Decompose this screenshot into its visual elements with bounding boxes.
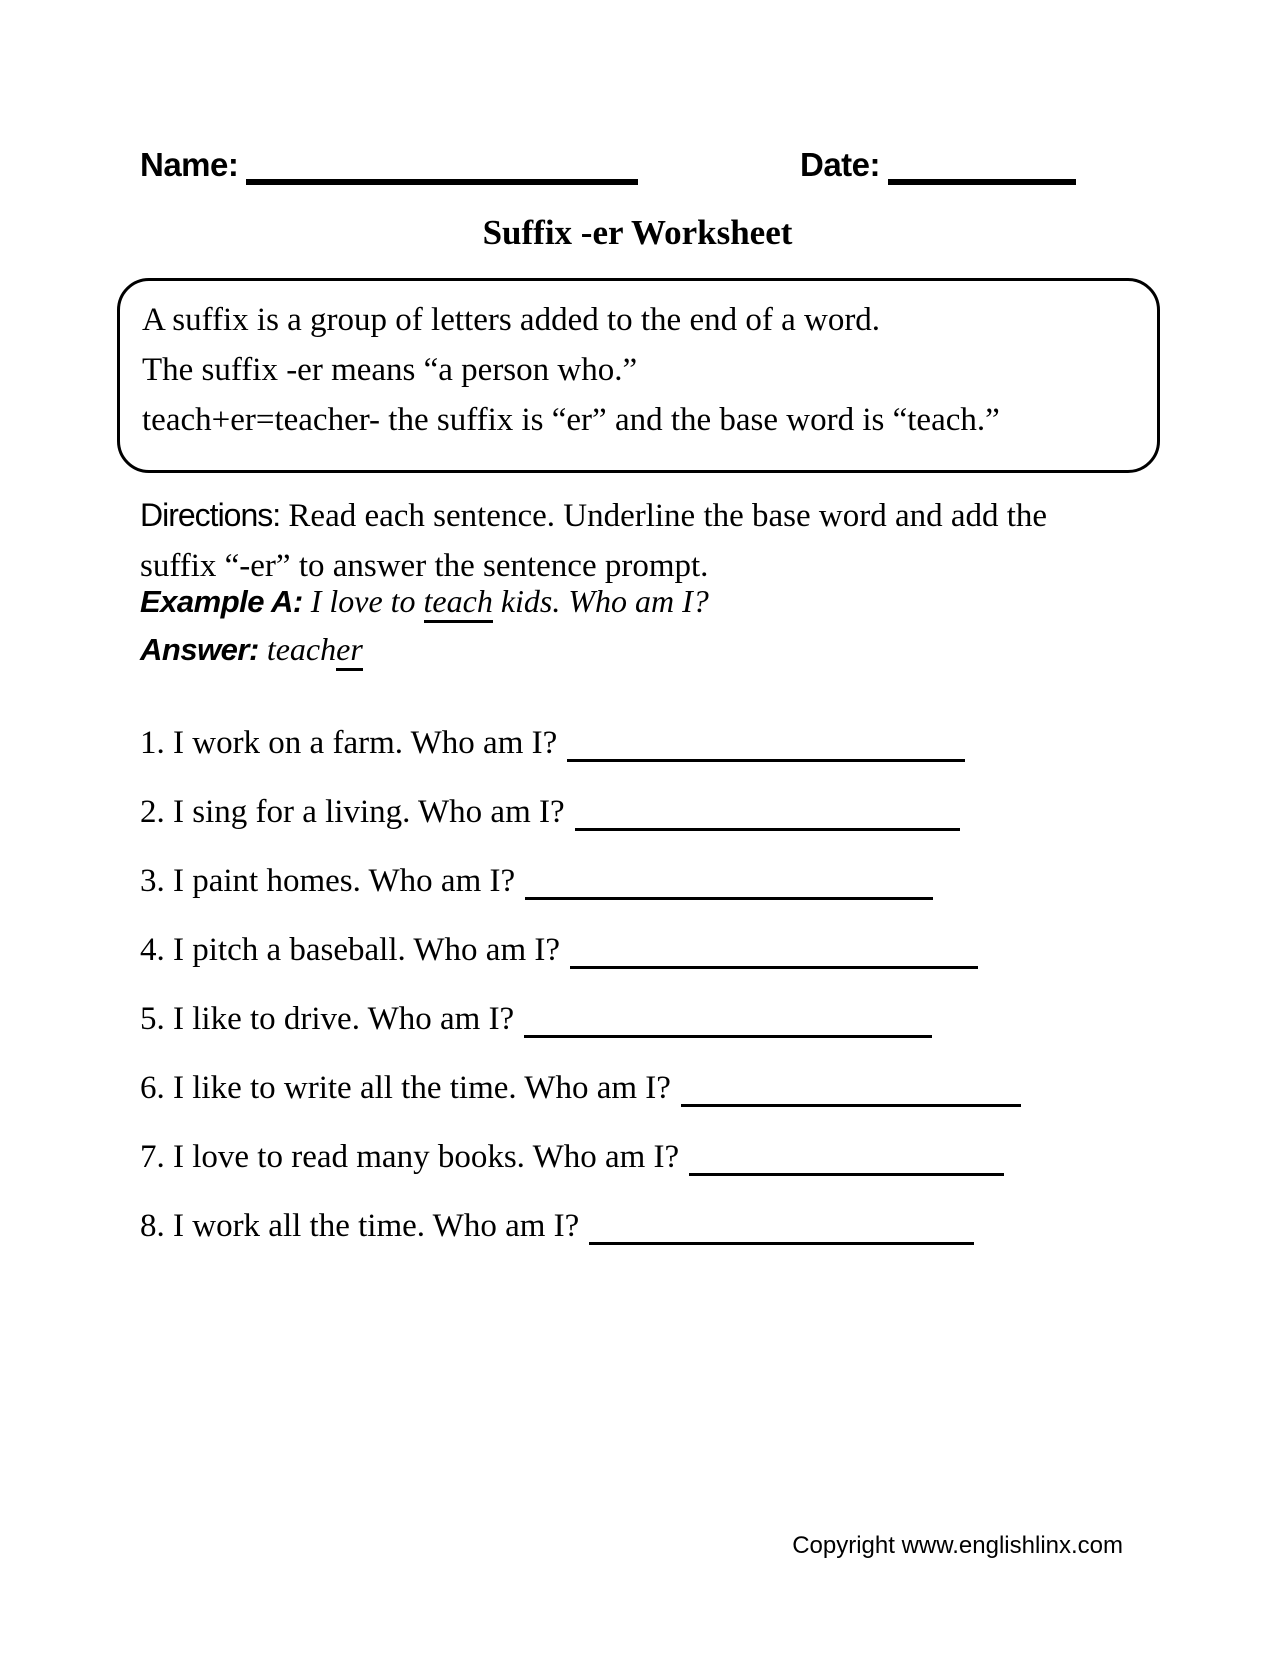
answer-blank-line — [525, 897, 933, 900]
question-text: I paint homes. Who am I? — [173, 863, 516, 899]
question-item-6 — [140, 1067, 1175, 1109]
answer-label: Answer: — [140, 632, 259, 667]
name-label: Name: — [140, 146, 239, 183]
question-number: 6. — [140, 1070, 165, 1106]
question-item-4 — [140, 929, 1175, 971]
suffix-definition-box — [117, 278, 1160, 473]
answer-blank-line — [570, 966, 978, 969]
answer-blank-line — [589, 1242, 974, 1245]
example-a-underlined-word: teach — [424, 583, 493, 623]
example-a-line — [140, 583, 709, 620]
directions-label: Directions: — [140, 497, 281, 533]
question-number: 2. — [140, 794, 165, 830]
question-number: 3. — [140, 863, 165, 899]
question-number: 7. — [140, 1139, 165, 1175]
answer-blank-line — [524, 1035, 932, 1038]
question-text: I like to drive. Who am I? — [173, 1001, 515, 1037]
definition-line-3: teach+er=teacher- the suffix is “er” and the base word is “teach.” — [142, 402, 1000, 438]
answer-word-base: teach — [266, 631, 337, 667]
question-item-5 — [140, 998, 1175, 1040]
definition-line-2: The suffix -er means “a person who.” — [142, 352, 638, 388]
date-blank-line — [888, 179, 1076, 185]
answer-word-suffix: er — [336, 631, 363, 671]
question-text: I like to write all the time. Who am I? — [173, 1070, 671, 1106]
example-a-label: Example A: — [140, 584, 303, 619]
example-a-text-pre: I love to — [310, 583, 424, 619]
question-item-3 — [140, 860, 1175, 902]
answer-blank-line — [575, 828, 960, 831]
question-number: 4. — [140, 932, 165, 968]
copyright-text: Copyright www.englishlinx.com — [792, 1532, 1123, 1559]
date-label: Date: — [800, 146, 881, 183]
worksheet-title: Suffix -er Worksheet — [482, 213, 793, 252]
answer-blank-line — [689, 1173, 1004, 1176]
example-a-text-post: kids. Who am I? — [492, 583, 709, 619]
question-list — [140, 722, 1175, 1274]
answer-line — [140, 631, 363, 668]
answer-blank-line — [681, 1104, 1021, 1107]
question-item-8 — [140, 1205, 1175, 1247]
name-field-group — [140, 146, 638, 185]
answer-blank-line — [567, 759, 965, 762]
directions-text: Read each sentence. Underline the base word and add the suffix “-er” to answer the sentence prompt. — [140, 498, 1048, 584]
question-item-1 — [140, 722, 1175, 764]
question-text: I work all the time. Who am I? — [173, 1208, 580, 1244]
definition-line-1: A suffix is a group of letters added to the end of a word. — [142, 302, 881, 338]
question-item-7 — [140, 1136, 1175, 1178]
question-number: 8. — [140, 1208, 165, 1244]
question-text: I sing for a living. Who am I? — [173, 794, 565, 830]
name-blank-line — [246, 179, 638, 185]
date-field-group — [800, 146, 1076, 185]
header-row — [0, 146, 1275, 196]
directions-paragraph — [140, 490, 1055, 591]
question-item-2 — [140, 791, 1175, 833]
question-text: I love to read many books. Who am I? — [173, 1139, 680, 1175]
question-text: I pitch a baseball. Who am I? — [173, 932, 560, 968]
question-text: I work on a farm. Who am I? — [173, 725, 558, 761]
question-number: 1. — [140, 725, 165, 761]
question-number: 5. — [140, 1001, 165, 1037]
